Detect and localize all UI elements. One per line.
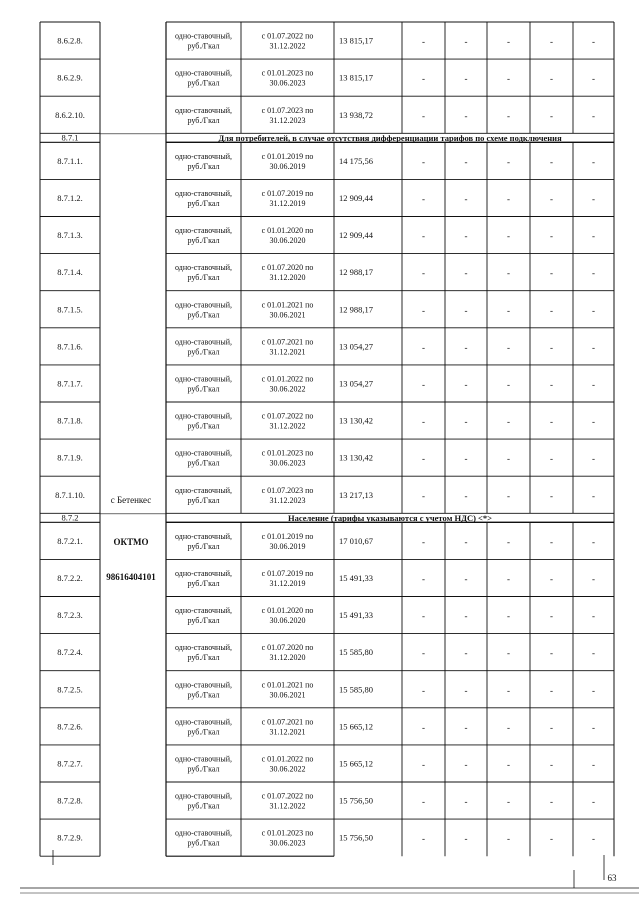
empty-cell: - — [507, 379, 510, 390]
row-code: 8.7.1.1. — [57, 155, 83, 166]
rate-unit-line: руб./Гкал — [187, 421, 220, 431]
period-from-line: с 01.07.2022 по — [261, 31, 314, 41]
empty-cell: - — [422, 759, 425, 770]
empty-cell: - — [507, 490, 510, 501]
empty-cell: - — [550, 342, 553, 353]
period-to-line: 31.12.2019 — [269, 198, 306, 208]
empty-cell: - — [464, 379, 468, 390]
period-to-line: 31.12.2020 — [269, 653, 306, 663]
period-from-line: с 01.07.2022 по — [261, 411, 314, 421]
tariff-value: 13 130,42 — [339, 415, 373, 426]
tariff-value: 15 491,33 — [339, 572, 373, 583]
empty-cell: - — [592, 490, 595, 501]
empty-cell: - — [507, 536, 510, 547]
empty-cell: - — [464, 648, 468, 659]
rate-unit-line: руб./Гкал — [187, 236, 220, 246]
period-from-line: с 01.07.2019 по — [261, 568, 314, 578]
rate-type-line: одно-ставочный, — [175, 754, 232, 764]
empty-cell: - — [507, 110, 510, 121]
period-to-line: 30.06.2020 — [269, 236, 306, 246]
row-code: 8.7.1.8. — [57, 415, 83, 426]
empty-cell: - — [464, 231, 468, 242]
empty-cell: - — [592, 73, 595, 84]
empty-cell: - — [550, 648, 553, 659]
empty-cell: - — [550, 268, 553, 279]
empty-cell: - — [550, 759, 553, 770]
empty-cell: - — [550, 453, 553, 464]
empty-cell: - — [422, 536, 425, 547]
empty-cell: - — [550, 73, 553, 84]
rate-type-line: одно-ставочный, — [175, 300, 232, 310]
tariff-value: 13 815,17 — [339, 72, 373, 83]
period-to-line: 31.12.2021 — [269, 727, 306, 737]
rate-unit-line: руб./Гкал — [187, 690, 220, 700]
row-code: 8.7.2.3. — [57, 610, 83, 621]
empty-cell: - — [507, 156, 510, 167]
empty-cell: - — [422, 305, 425, 316]
period-from-line: с 01.07.2020 по — [261, 643, 314, 653]
rate-unit-line: руб./Гкал — [187, 458, 220, 468]
empty-cell: - — [464, 193, 468, 204]
rate-type-line: одно-ставочный, — [175, 485, 232, 495]
empty-cell: - — [550, 305, 553, 316]
period-to-line: 30.06.2019 — [269, 161, 306, 171]
period-to-line: 31.12.2023 — [269, 115, 306, 125]
table-cells — [55, 32, 595, 848]
tariff-value: 15 585,80 — [339, 684, 373, 695]
rate-type-line: одно-ставочный, — [175, 448, 232, 458]
empty-cell: - — [550, 36, 553, 47]
empty-cell: - — [422, 722, 425, 733]
empty-cell: - — [507, 833, 510, 844]
section-header: Население (тарифы указываются с учетом НДС) <*> — [288, 512, 492, 523]
row-code: 8.7.1.3. — [57, 230, 83, 241]
empty-cell: - — [507, 268, 510, 279]
empty-cell: - — [464, 416, 468, 427]
empty-cell: - — [464, 73, 468, 84]
empty-cell: - — [422, 73, 425, 84]
tariff-value: 15 585,80 — [339, 647, 373, 658]
row-code: 8.6.2.8. — [57, 35, 83, 46]
empty-cell: - — [550, 379, 553, 390]
empty-cell: - — [507, 416, 510, 427]
period-from-line: с 01.01.2023 по — [261, 68, 314, 78]
period-to-line: 30.06.2019 — [269, 541, 306, 551]
rate-unit-line: руб./Гкал — [187, 347, 220, 357]
rate-unit-line: руб./Гкал — [187, 78, 220, 88]
rate-unit-line: руб./Гкал — [187, 310, 220, 320]
rate-type-line: одно-ставочный, — [175, 791, 232, 801]
period-from-line: с 01.07.2021 по — [261, 717, 314, 727]
empty-cell: - — [422, 573, 425, 584]
tariff-value: 13 938,72 — [339, 109, 373, 120]
empty-cell: - — [464, 536, 468, 547]
period-to-line: 31.12.2022 — [269, 801, 306, 811]
empty-cell: - — [550, 231, 553, 242]
empty-cell: - — [550, 685, 553, 696]
row-code: 8.7.2.8. — [57, 795, 83, 806]
period-to-line: 30.06.2022 — [269, 764, 306, 774]
empty-cell: - — [507, 648, 510, 659]
period-from-line: с 01.01.2020 по — [261, 226, 314, 236]
empty-cell: - — [464, 833, 468, 844]
row-code: 8.7.2.2. — [57, 572, 83, 583]
row-code: 8.7.1.9. — [57, 452, 83, 463]
row-code: 8.7.1.6. — [57, 341, 83, 352]
period-from-line: с 01.01.2019 по — [261, 151, 314, 161]
rate-unit-line: руб./Гкал — [187, 161, 220, 171]
row-code: 8.7.2.6. — [57, 721, 83, 732]
tariff-value: 15 756,50 — [339, 795, 373, 806]
row-code: 8.7.2.9. — [57, 832, 83, 843]
section-code: 8.7.1 — [61, 132, 79, 143]
rate-unit-line: руб./Гкал — [187, 495, 220, 505]
tariff-value: 15 491,33 — [339, 610, 373, 621]
empty-cell: - — [592, 722, 595, 733]
row-code: 8.7.1.4. — [57, 267, 83, 278]
period-to-line: 30.06.2021 — [269, 690, 306, 700]
tariff-value: 15 665,12 — [339, 721, 373, 732]
rate-unit-line: руб./Гкал — [187, 801, 220, 811]
rate-type-line: одно-ставочный, — [175, 68, 232, 78]
period-from-line: с 01.07.2019 по — [261, 188, 314, 198]
oktmo-code: 98616404101 — [106, 572, 156, 582]
period-to-line: 31.12.2022 — [269, 421, 306, 431]
period-to-line: 30.06.2023 — [269, 838, 306, 848]
tariff-value: 13 815,17 — [339, 35, 373, 46]
row-code: 8.7.2.7. — [57, 758, 83, 769]
rate-type-line: одно-ставочный, — [175, 151, 232, 161]
section-header: Для потребителей, в случае отсутствия дифференциации тарифов по схеме подключения — [218, 132, 562, 143]
rate-type-line: одно-ставочный, — [175, 105, 232, 115]
empty-cell: - — [422, 110, 425, 121]
empty-cell: - — [422, 268, 425, 279]
empty-cell: - — [592, 796, 595, 807]
empty-cell: - — [464, 305, 468, 316]
empty-cell: - — [592, 648, 595, 659]
row-code: 8.7.1.10. — [55, 489, 85, 500]
period-to-line: 31.12.2019 — [269, 578, 306, 588]
empty-cell: - — [592, 833, 595, 844]
tariff-value: 14 175,56 — [339, 155, 373, 166]
empty-cell: - — [422, 379, 425, 390]
period-to-line: 31.12.2021 — [269, 347, 306, 357]
empty-cell: - — [507, 231, 510, 242]
tariff-value: 13 054,27 — [339, 341, 373, 352]
empty-cell: - — [550, 536, 553, 547]
empty-cell: - — [507, 305, 510, 316]
oktmo-label: ОКТМО — [113, 537, 149, 547]
settlement-name: с Бетенкес — [110, 495, 152, 505]
empty-cell: - — [507, 611, 510, 622]
tariff-value: 12 909,44 — [339, 230, 373, 241]
rate-type-line: одно-ставочный, — [175, 606, 232, 616]
empty-cell: - — [422, 416, 425, 427]
empty-cell: - — [592, 416, 595, 427]
rate-type-line: одно-ставочный, — [175, 31, 232, 41]
rate-type-line: одно-ставочный, — [175, 568, 232, 578]
empty-cell: - — [464, 759, 468, 770]
period-to-line: 30.06.2022 — [269, 384, 306, 394]
period-to-line: 30.06.2023 — [269, 458, 306, 468]
period-from-line: с 01.01.2023 по — [261, 448, 314, 458]
period-from-line: с 01.07.2023 по — [261, 105, 314, 115]
row-code: 8.7.2.4. — [57, 647, 83, 658]
row-code: 8.7.2.5. — [57, 684, 83, 695]
tariff-value: 12 988,17 — [339, 304, 373, 315]
empty-cell: - — [507, 453, 510, 464]
rate-type-line: одно-ставочный, — [175, 643, 232, 653]
rate-type-line: одно-ставочный, — [175, 337, 232, 347]
rate-type-line: одно-ставочный, — [175, 531, 232, 541]
rate-type-line: одно-ставочный, — [175, 374, 232, 384]
rate-unit-line: руб./Гкал — [187, 578, 220, 588]
empty-cell: - — [592, 379, 595, 390]
empty-cell: - — [422, 685, 425, 696]
empty-cell: - — [592, 110, 595, 121]
rate-unit-line: руб./Гкал — [187, 764, 220, 774]
rate-type-line: одно-ставочный, — [175, 680, 232, 690]
empty-cell: - — [507, 573, 510, 584]
empty-cell: - — [464, 611, 468, 622]
empty-cell: - — [464, 268, 468, 279]
empty-cell: - — [422, 611, 425, 622]
empty-cell: - — [464, 453, 468, 464]
tariff-value: 15 665,12 — [339, 758, 373, 769]
period-from-line: с 01.01.2021 по — [261, 680, 314, 690]
row-code: 8.7.1.7. — [57, 378, 83, 389]
tariff-value: 13 130,42 — [339, 452, 373, 463]
rate-unit-line: руб./Гкал — [187, 541, 220, 551]
rate-unit-line: руб./Гкал — [187, 653, 220, 663]
tariff-value: 13 217,13 — [339, 489, 373, 500]
empty-cell: - — [592, 231, 595, 242]
empty-cell: - — [592, 268, 595, 279]
empty-cell: - — [464, 685, 468, 696]
section-code: 8.7.2 — [61, 512, 79, 523]
period-from-line: с 01.01.2023 по — [261, 828, 314, 838]
period-to-line: 30.06.2021 — [269, 310, 306, 320]
empty-cell: - — [550, 722, 553, 733]
settlement-column — [106, 495, 156, 582]
empty-cell: - — [550, 416, 553, 427]
empty-cell: - — [422, 453, 425, 464]
rate-type-line: одно-ставочный, — [175, 263, 232, 273]
period-from-line: с 01.01.2019 по — [261, 531, 314, 541]
empty-cell: - — [507, 342, 510, 353]
tariff-value: 17 010,67 — [339, 535, 373, 546]
empty-cell: - — [550, 796, 553, 807]
empty-cell: - — [464, 490, 468, 501]
empty-cell: - — [592, 156, 595, 167]
period-to-line: 31.12.2023 — [269, 495, 306, 505]
row-code: 8.7.2.1. — [57, 535, 83, 546]
page-number: 63 — [607, 873, 617, 883]
empty-cell: - — [464, 36, 468, 47]
tariff-value: 12 909,44 — [339, 192, 373, 203]
table-grid — [40, 22, 614, 856]
empty-cell: - — [422, 36, 425, 47]
empty-cell: - — [422, 342, 425, 353]
empty-cell: - — [592, 759, 595, 770]
empty-cell: - — [550, 110, 553, 121]
period-from-line: с 01.01.2022 по — [261, 374, 314, 384]
row-code: 8.6.2.10. — [55, 109, 85, 120]
period-from-line: с 01.01.2022 по — [261, 754, 314, 764]
rate-unit-line: руб./Гкал — [187, 41, 220, 51]
period-from-line: с 01.01.2021 по — [261, 300, 314, 310]
rate-unit-line: руб./Гкал — [187, 727, 220, 737]
period-to-line: 30.06.2023 — [269, 78, 306, 88]
period-to-line: 30.06.2020 — [269, 616, 306, 626]
empty-cell: - — [550, 573, 553, 584]
empty-cell: - — [422, 156, 425, 167]
rate-type-line: одно-ставочный, — [175, 188, 232, 198]
empty-cell: - — [550, 193, 553, 204]
empty-cell: - — [550, 833, 553, 844]
empty-cell: - — [507, 796, 510, 807]
empty-cell: - — [592, 36, 595, 47]
empty-cell: - — [422, 193, 425, 204]
period-to-line: 31.12.2020 — [269, 273, 306, 283]
rate-unit-line: руб./Гкал — [187, 384, 220, 394]
empty-cell: - — [550, 156, 553, 167]
empty-cell: - — [592, 453, 595, 464]
rate-type-line: одно-ставочный, — [175, 828, 232, 838]
rate-unit-line: руб./Гкал — [187, 838, 220, 848]
empty-cell: - — [507, 73, 510, 84]
empty-cell: - — [592, 305, 595, 316]
empty-cell: - — [464, 573, 468, 584]
empty-cell: - — [422, 796, 425, 807]
empty-cell: - — [464, 796, 468, 807]
empty-cell: - — [592, 685, 595, 696]
empty-cell: - — [550, 611, 553, 622]
period-from-line: с 01.07.2023 по — [261, 485, 314, 495]
tariff-value: 15 756,50 — [339, 832, 373, 843]
empty-cell: - — [507, 193, 510, 204]
empty-cell: - — [592, 342, 595, 353]
row-code: 8.7.1.5. — [57, 304, 83, 315]
period-from-line: с 01.07.2022 по — [261, 791, 314, 801]
rate-unit-line: руб./Гкал — [187, 273, 220, 283]
empty-cell: - — [422, 231, 425, 242]
empty-cell: - — [507, 685, 510, 696]
empty-cell: - — [592, 536, 595, 547]
empty-cell: - — [550, 490, 553, 501]
rate-unit-line: руб./Гкал — [187, 616, 220, 626]
rate-type-line: одно-ставочный, — [175, 226, 232, 236]
empty-cell: - — [592, 611, 595, 622]
tariff-value: 13 054,27 — [339, 378, 373, 389]
rate-type-line: одно-ставочный, — [175, 411, 232, 421]
empty-cell: - — [464, 722, 468, 733]
period-to-line: 31.12.2022 — [269, 41, 306, 51]
rate-unit-line: руб./Гкал — [187, 198, 220, 208]
empty-cell: - — [422, 490, 425, 501]
empty-cell: - — [464, 110, 468, 121]
period-from-line: с 01.01.2020 по — [261, 606, 314, 616]
empty-cell: - — [592, 193, 595, 204]
empty-cell: - — [422, 833, 425, 844]
row-code: 8.6.2.9. — [57, 72, 83, 83]
empty-cell: - — [507, 722, 510, 733]
empty-cell: - — [422, 648, 425, 659]
rate-type-line: одно-ставочный, — [175, 717, 232, 727]
tariff-value: 12 988,17 — [339, 267, 373, 278]
empty-cell: - — [592, 573, 595, 584]
empty-cell: - — [507, 36, 510, 47]
empty-cell: - — [464, 342, 468, 353]
empty-cell: - — [464, 156, 468, 167]
rate-unit-line: руб./Гкал — [187, 115, 220, 125]
period-from-line: с 01.07.2020 по — [261, 263, 314, 273]
period-from-line: с 01.07.2021 по — [261, 337, 314, 347]
row-code: 8.7.1.2. — [57, 192, 83, 203]
empty-cell: - — [507, 759, 510, 770]
